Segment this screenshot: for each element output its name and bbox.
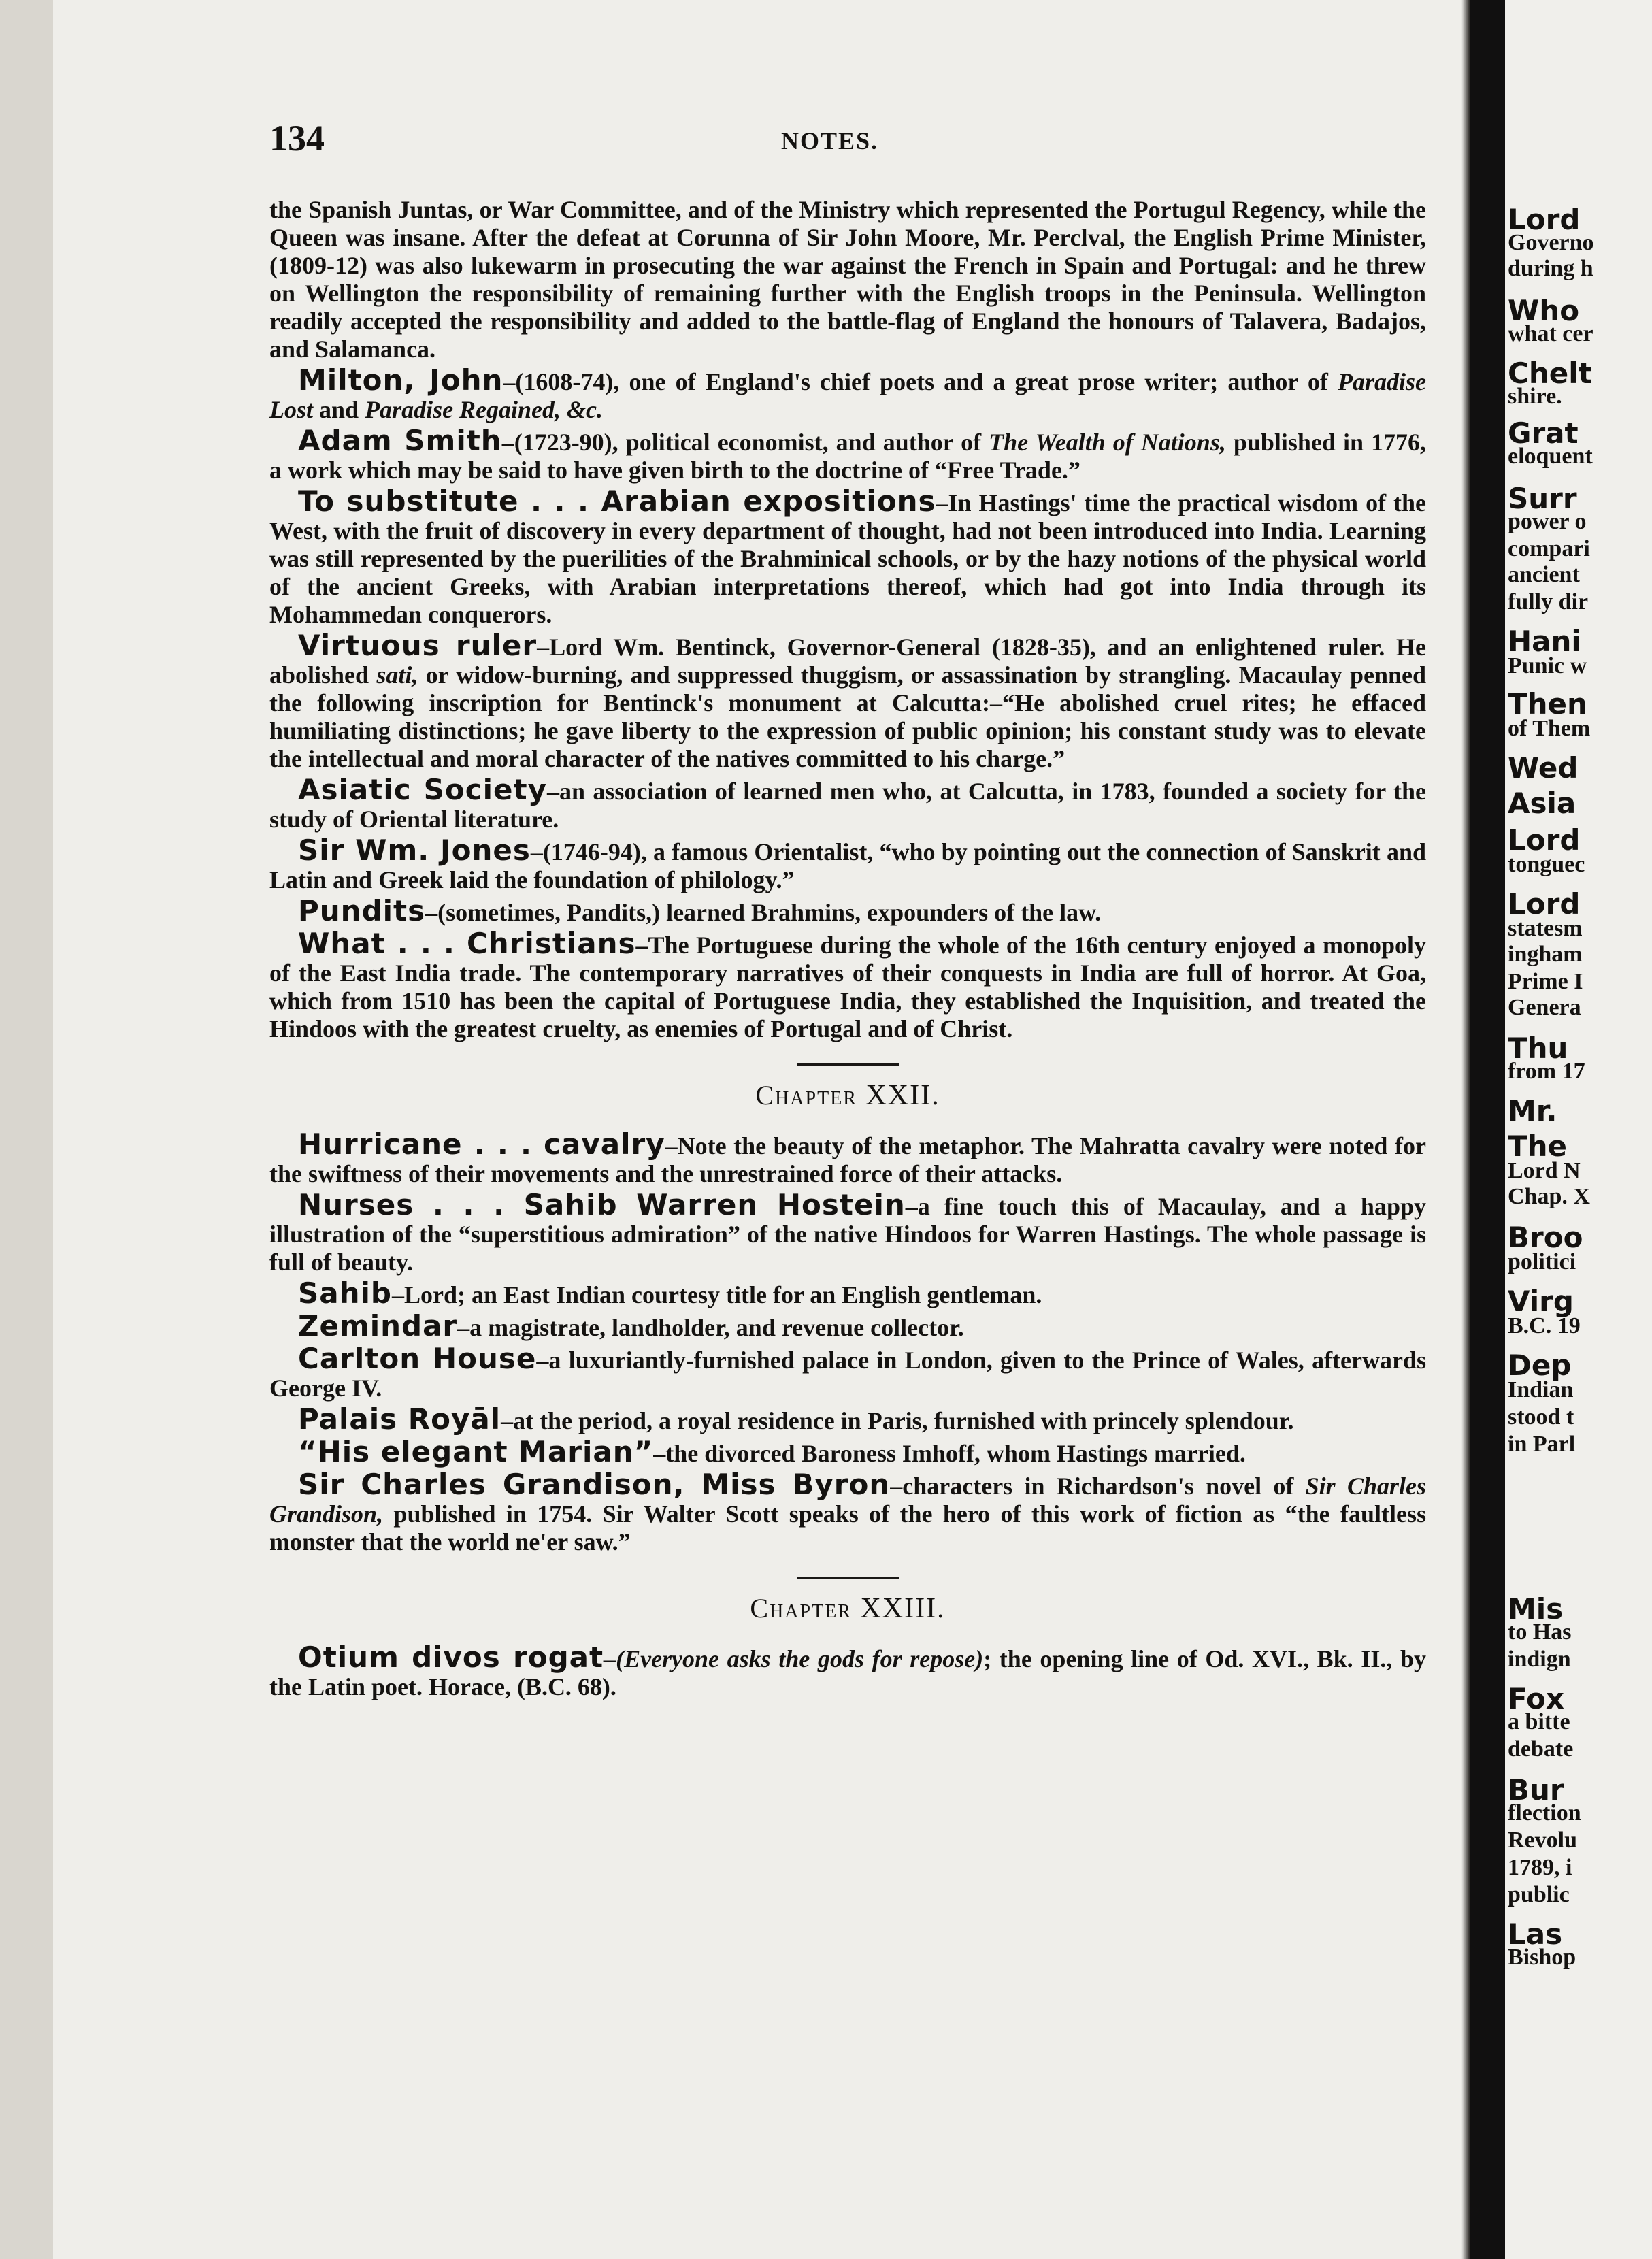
right-page-line: from 17 [1508,1059,1585,1084]
right-page-line: tonguec [1508,852,1585,877]
right-page-line: Genera [1508,995,1581,1020]
right-page-line: of Them [1508,716,1591,741]
note-sir-wm-jones: Sir Wm. Jones–(1746-94), a famous Orientalist, “who by pointing out the connection of Sanskrit and Latin and Greek laid the foundation of philology.” [269,834,1427,893]
chapter-heading-23: Chapter XXIII. [750,1593,946,1624]
headword: Milton, John [298,363,503,397]
right-page-line: flection [1508,1800,1581,1826]
right-page-line: what cer [1508,321,1593,346]
right-page-line: stood t [1508,1404,1574,1430]
right-page-line: Indian [1508,1377,1574,1402]
right-page-line: Punic w [1508,653,1587,678]
right-page-line: Bishop [1508,1945,1576,1970]
right-page-line: Fox [1508,1682,1564,1715]
note-otium: Otium divos rogat–(Everyone asks the gods for repose); the opening line of Od. XVI., Bk. II., by the Latin poet. Horace, (B.C. 68). [269,1640,1426,1700]
continued-paragraph: the Spanish Juntas, or War Committee, and of the Ministry which represented the Portugul Regency, while the Queen was insane. After the defeat at Corunna of Sir John Moore, Mr. Perclval, the English Prime Minister, (1809-12) was also lukewarm in prosecuting the war against the French in Spain and Portugal: and he threw on Wellington the responsibility of remaining further with the English troops in the Peninsula. Wellington readily accepted the responsibility and added to the battle-flag of England the honours of Talavera, Badajos, and Salamanca. [269,196,1426,363]
right-page-line: Who [1508,294,1580,327]
right-page-line: Prime I [1508,969,1583,994]
right-page-line: Grat [1508,416,1579,450]
main-text-column [269,196,1426,1704]
headword: Hurricane . . . cavalry [298,1127,665,1161]
note-nurses: Nurses . . . Sahib Warren Hostein–a fine touch this of Macaulay, and a happy illustration of the “superstitious admiration” of the native Hindoos for Warren Hastings. The whole passage is full of beauty. [269,1188,1426,1276]
right-page-line: Mr. [1508,1094,1557,1127]
right-page-line: Lord [1508,887,1581,921]
headword: Sir Charles Grandison, Miss Byron [298,1468,891,1501]
right-page-line: a bitte [1508,1709,1570,1734]
headword: Sahib [298,1276,392,1310]
right-page-line: eloquent [1508,444,1593,469]
right-page-line: Dep [1508,1349,1572,1382]
right-page-line: Mis [1508,1592,1564,1626]
running-head [269,117,1426,165]
right-page-fragment [1505,0,1652,2259]
right-page-line: public [1508,1882,1570,1907]
note-grandison: Sir Charles Grandison, Miss Byron–characters in Richardson's novel of Sir Charles Grandison, published in 1754. Sir Walter Scott speaks of the hero of this work of fiction as “the faultless monster that the world ne'er saw.” [269,1468,1427,1555]
right-page-line: to Has [1508,1619,1572,1645]
headword: Adam Smith [298,424,502,457]
right-page-line: ancient [1508,562,1580,587]
note-hurricane: Hurricane . . . cavalry–Note the beauty of the metaphor. The Mahratta cavalry were noted for the swiftness of their movements and the unrestrained force of their attacks. [269,1127,1426,1187]
right-page-line: Then [1508,687,1587,721]
headword: To substitute . . . Arabian expositions [298,484,936,518]
note-to-substitute: To substitute . . . Arabian expositions–In Hastings' time the practical wisdom of the West, with the fruit of discovery in every department of thought, had not been introduced into India. Learning was still represented by the puerilities of the Brahminical schools, or by the hazy notions of the physical world of the ancient Greeks, with Arabian interpretations thereof, which had got into India through its Mohammedan conquerors. [269,484,1426,628]
right-page-line: The [1508,1130,1568,1163]
headword: Nurses . . . Sahib Warren Hostein [298,1188,906,1221]
right-page-line: Thu [1508,1032,1568,1065]
note-milton: Milton, John–(1608-74), one of England's chief poets and a great prose writer; author of Paradise Lost and Paradise Regained, &c. [269,363,1426,423]
right-page-line: Lord [1508,203,1581,236]
note-carlton-house: Carlton House–a luxuriantly-furnished palace in London, given to the Prince of Wales, afterwards George IV. [269,1342,1427,1402]
headword: Zemindar [298,1309,458,1342]
headword: Otium divos rogat [298,1640,604,1674]
headword: Sir Wm. Jones [298,834,531,867]
section-divider [797,1063,899,1066]
note-elegant-marian: “His elegant Marian”–the divorced Baroness Imhoff, whom Hastings married. [298,1435,1246,1468]
right-page-line: Virg [1508,1285,1574,1318]
headword: What . . . Christians [298,927,636,960]
right-page-line: fully dir [1508,589,1589,614]
section-divider [797,1577,899,1579]
right-page-line: power o [1508,509,1587,534]
right-page-line: indign [1508,1647,1571,1672]
note-sahib: Sahib–Lord; an East Indian courtesy title for an English gentleman. [298,1276,1042,1310]
note-asiatic-society: Asiatic Society–an association of learned men who, at Calcutta, in 1783, founded a society for the study of Oriental literature. [269,773,1426,833]
right-page-line: politici [1508,1249,1576,1274]
right-page-line: Bur [1508,1773,1564,1807]
gutter-dark [1470,0,1505,2259]
note-adam-smith: Adam Smith–(1723-90), political economist, and author of The Wealth of Nations, published in 1776, a work which may be said to have given birth to the doctrine of “Free Trade.” [269,424,1427,484]
headword: Carlton House [298,1342,537,1375]
page-title: NOTES. [781,127,879,154]
right-page-line: ingham [1508,942,1583,967]
right-page-line: 1789, i [1508,1855,1572,1880]
right-page-line: compari [1508,536,1590,561]
right-page-line: statesm [1508,916,1583,941]
right-page-line: Las [1508,1917,1563,1951]
right-page-line: Governo [1508,230,1594,255]
note-pundits: Pundits–(sometimes, Pandits,) learned Brahmins, expounders of the law. [298,894,1102,927]
headword: “His elegant Marian” [298,1435,654,1468]
note-palais-royal: Palais Royāl–at the period, a royal residence in Paris, furnished with princely splendour. [298,1402,1294,1436]
page-number: 134 [269,118,325,159]
headword: Pundits [298,894,426,927]
right-page-line: Chap. X [1508,1184,1590,1209]
chapter-heading-22: Chapter XXII. [755,1080,940,1111]
right-page-line: during h [1508,256,1593,281]
right-page-line: Revolu [1508,1828,1577,1853]
note-virtuous-ruler: Virtuous ruler–Lord Wm. Bentinck, Governor-General (1828-35), and an enlightened ruler. He abolished sati, or widow-burning, and suppressed thuggism, or assassination by strangling. Macaulay penned the following inscription for Bentinck's monument at Calcutta:–“He abolished cruel rites; he effaced humiliating distinctions; he gave liberty to the expression of public opinion; his constant study was to elevate the intellectual and moral character of the natives committed to his charge.” [269,629,1427,772]
right-page-line: shire. [1508,384,1562,409]
note-what-christians: What . . . Christians–The Portuguese during the whole of the 16th century enjoyed a monopoly of the East India trade. The contemporary narratives of their conquests in India are full of horror. At Goa, which from 1510 has been the capital of Portuguese India, they established the Inquisition, and treated the Hindoos with the greatest cruelty, as enemies of Portugal and of Christ. [269,927,1426,1042]
right-page-line: B.C. 19 [1508,1313,1581,1338]
right-page-line: Hani [1508,625,1581,658]
headword: Asiatic Society [298,773,547,806]
headword: Virtuous ruler [298,629,538,662]
right-page-line: Chelt [1508,357,1592,390]
headword: Palais Royāl [298,1402,501,1436]
right-page-line: Broo [1508,1221,1583,1254]
right-page-line: Lord N [1508,1158,1581,1183]
right-page-line: debate [1508,1736,1574,1762]
right-page-line: Surr [1508,482,1577,515]
right-page-line: Asia [1508,787,1576,820]
right-page-line: Wed [1508,751,1579,785]
note-zemindar: Zemindar–a magistrate, landholder, and revenue collector. [298,1309,964,1342]
right-page-line: Lord [1508,823,1581,857]
right-page-line: in Parl [1508,1432,1576,1457]
